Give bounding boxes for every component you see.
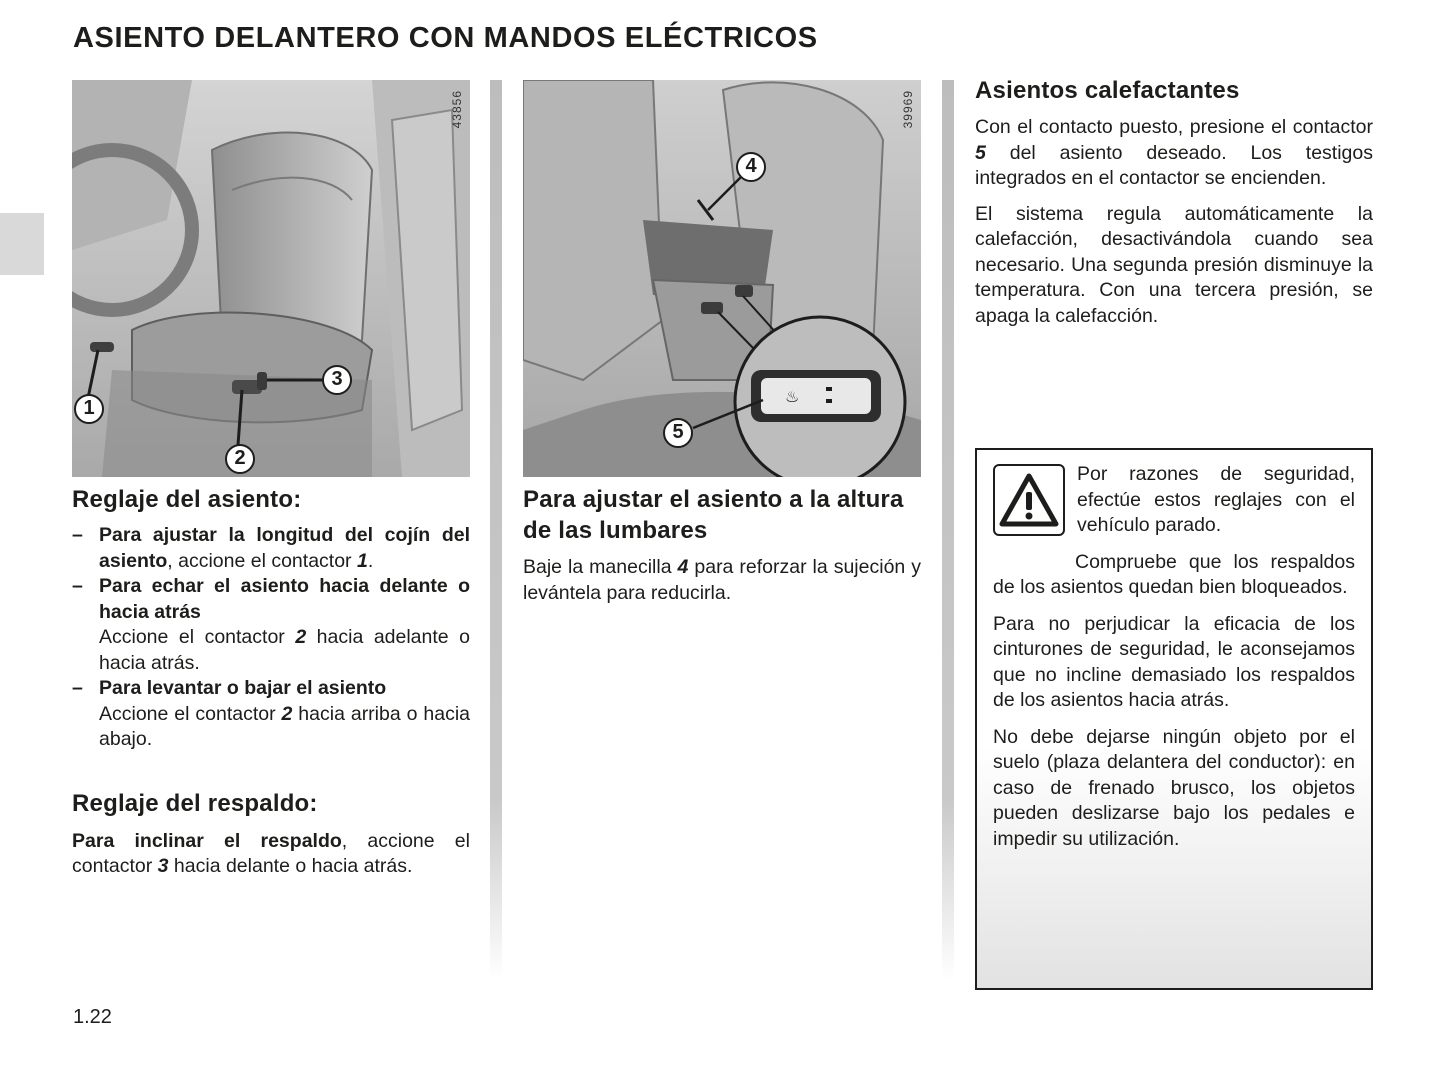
- figure-ref-code: 39969: [901, 90, 915, 129]
- warning-paragraph: Para no perjudicar la eficacia de los cinturones de seguridad, le aconsejamos que no incline demasiado los respaldos de los asientos hacia atrás.: [993, 612, 1355, 711]
- page-number: 1.22: [73, 1006, 112, 1028]
- callout-3: 3: [322, 365, 352, 395]
- backrest-paragraph: Para inclinar el respaldo, accione el contactor 3 hacia delante o hacia atrás.: [72, 829, 470, 877]
- warning-triangle-icon: [993, 464, 1065, 536]
- list-item: – Para levantar o bajar el asiento Accione el contactor 2 hacia arriba o hacia abajo.: [72, 677, 471, 750]
- heated-seats-paragraph: Con el contacto puesto, presione el contactor 5 del asiento deseado. Los testigos integrados en el contactor se encienden.: [975, 116, 1373, 189]
- list-item: – Para ajustar la longitud del cojín del asiento, accione el contactor 1.: [72, 524, 470, 572]
- callout-1: 1: [74, 394, 104, 424]
- lumbar-paragraph: Baje la manecilla 4 para reforzar la sujeción y levántela para reducirla.: [523, 556, 921, 604]
- safety-warning-box: [975, 448, 1373, 990]
- lumbar-heating-illustration: [523, 80, 921, 477]
- seat-steps-list: [72, 523, 470, 753]
- seat-adjust-section: [72, 484, 470, 880]
- page-title: ASIENTO DELANTERO CON MANDOS ELÉCTRICOS: [73, 22, 818, 54]
- figure-ref-code: 43856: [450, 90, 464, 129]
- lumbar-section: [523, 484, 921, 606]
- callout-2: 2: [225, 444, 255, 474]
- heated-seats-paragraph: El sistema regula automáticamente la calefacción, desactivándola cuando sea necesario. Una segunda presión disminuye la temperatura. Con una tercera presión, se apaga la calefacción.: [975, 202, 1373, 327]
- section-heading: Asientos calefactantes: [975, 77, 1240, 104]
- chapter-tab: [0, 213, 44, 275]
- callout-5: 5: [663, 418, 693, 448]
- section-heading: Reglaje del respaldo:: [72, 789, 318, 817]
- list-item: – Para echar el asiento hacia delante o hacia atrás Accione el contactor 2 hacia adelante o hacia atrás.: [72, 575, 470, 674]
- svg-text:♨: ♨: [785, 387, 800, 406]
- section-heading: Para ajustar el asiento a la altura de las lumbares: [523, 486, 904, 544]
- callout-4: 4: [736, 152, 766, 182]
- column-divider: [942, 80, 954, 980]
- warning-paragraph: Por razones de seguridad, efectúe estos reglajes con el vehículo parado.: [1077, 463, 1355, 536]
- warning-paragraph: Compruebe que los respaldos de los asientos quedan bien bloqueados.: [993, 550, 1355, 598]
- column-divider: [490, 80, 502, 980]
- seat-controls-illustration: [72, 80, 470, 477]
- warning-paragraph: No debe dejarse ningún objeto por el suelo (plaza delantera del conductor): en caso de frenado brusco, los objetos pueden deslizarse bajo los pedales e impedir su utilización.: [993, 725, 1355, 850]
- section-heading: Reglaje del asiento:: [72, 486, 302, 513]
- heated-seats-section: [975, 75, 1373, 329]
